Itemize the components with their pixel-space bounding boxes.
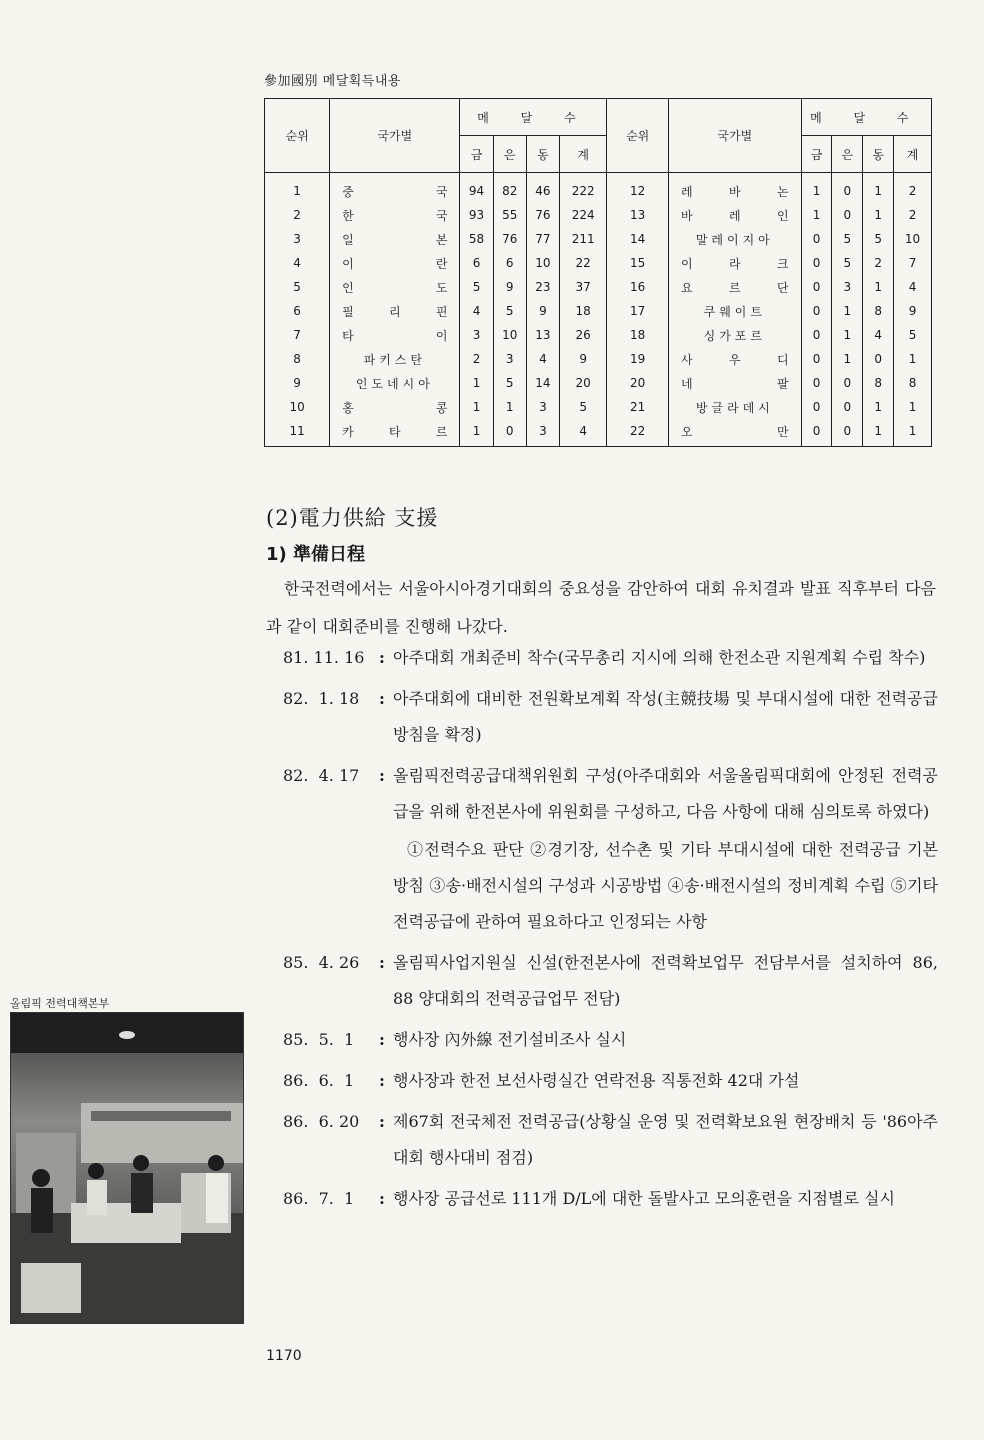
country-name-part: 말레이지아	[695, 232, 774, 247]
rank-cell: 3	[265, 227, 330, 251]
bronze-cell: 23	[526, 275, 559, 299]
schedule-entry	[283, 1104, 938, 1176]
bronze-cell: 1	[863, 275, 894, 299]
gold-cell: 0	[801, 395, 832, 419]
rank-cell: 22	[607, 419, 669, 447]
colon-separator: :	[379, 1071, 385, 1090]
schedule-entry	[283, 1022, 938, 1058]
country-name-part: 국	[435, 184, 448, 199]
table-caption: 參加國別 메달획득내용	[264, 74, 401, 89]
country-cell	[668, 323, 801, 347]
rank-cell: 19	[607, 347, 669, 371]
schedule-text-wrapper	[393, 640, 938, 676]
schedule-list	[283, 640, 938, 1222]
country-name-part: 만	[777, 424, 789, 439]
total-cell: 8	[894, 371, 932, 395]
country-name-part: 타	[342, 328, 354, 343]
country-name-part: 본	[435, 232, 448, 247]
silver-cell: 1	[832, 323, 863, 347]
country-name-part: 중	[342, 184, 354, 199]
total-cell: 222	[559, 173, 606, 204]
header-medals-left: 메 달 수	[460, 99, 607, 136]
rank-cell: 20	[607, 371, 669, 395]
country-cell	[330, 419, 460, 447]
bronze-cell: 1	[863, 419, 894, 447]
silver-cell: 0	[832, 419, 863, 447]
country-name-part: 사	[680, 352, 693, 367]
silver-cell: 9	[493, 275, 526, 299]
country-name-part: 디	[777, 352, 789, 367]
rank-cell: 10	[265, 395, 330, 419]
total-cell: 4	[559, 419, 606, 447]
silver-cell: 1	[493, 395, 526, 419]
silver-cell: 10	[493, 323, 526, 347]
header-bronze: 동	[863, 136, 894, 173]
gold-cell: 0	[801, 371, 832, 395]
header-country-right: 국가별	[668, 99, 801, 173]
header-silver: 은	[832, 136, 863, 173]
country-name-part: 요	[680, 280, 693, 295]
country-name-part: 란	[435, 256, 448, 271]
schedule-text: 행사장과 한전 보선사령실간 연락전용 직통전화 42대 가설	[393, 1071, 800, 1090]
country-cell	[330, 299, 460, 323]
colon-separator: :	[379, 648, 385, 667]
country-name-part: 르	[729, 280, 741, 295]
gold-cell: 0	[801, 323, 832, 347]
country-name-part: 국	[435, 208, 448, 223]
gold-cell: 0	[801, 251, 832, 275]
schedule-text-wrapper	[393, 1022, 938, 1058]
country-cell	[330, 173, 460, 204]
country-name-part: 레	[729, 208, 741, 223]
schedule-text: 아주대회 개최준비 착수(국무총리 지시에 의해 한전소관 지원계획 수립 착수)	[393, 648, 926, 667]
total-cell: 26	[559, 323, 606, 347]
total-cell: 224	[559, 203, 606, 227]
header-medals-right: 메 달 수	[801, 99, 931, 136]
bronze-cell: 76	[526, 203, 559, 227]
rank-cell: 13	[607, 203, 669, 227]
country-cell	[668, 371, 801, 395]
country-name-part: 팔	[777, 376, 789, 391]
silver-cell: 0	[832, 395, 863, 419]
sub-title: 1) 準備日程	[266, 544, 366, 565]
schedule-text: 행사장 內外線 전기설비조사 실시	[393, 1030, 627, 1049]
gold-cell: 6	[460, 251, 493, 275]
schedule-entry	[283, 1181, 938, 1217]
country-cell	[330, 323, 460, 347]
office-photo-image	[11, 1013, 243, 1323]
total-cell: 37	[559, 275, 606, 299]
silver-cell: 1	[832, 299, 863, 323]
total-cell: 1	[894, 395, 932, 419]
table-row	[265, 299, 932, 323]
country-name-part: 인도네시아	[355, 376, 434, 391]
table-row	[265, 395, 932, 419]
header-country-left: 국가별	[330, 99, 460, 173]
country-name-part: 인	[342, 280, 354, 295]
schedule-date: 86. 6. 1	[283, 1071, 355, 1090]
colon-separator: :	[379, 1112, 385, 1131]
rank-cell: 11	[265, 419, 330, 447]
bronze-cell: 46	[526, 173, 559, 204]
table-row	[265, 203, 932, 227]
gold-cell: 1	[460, 371, 493, 395]
header-total: 계	[559, 136, 606, 173]
gold-cell: 1	[460, 395, 493, 419]
country-name-part: 한	[342, 208, 354, 223]
country-name-part: 일	[342, 232, 354, 247]
schedule-text: 행사장 공급선로 111개 D/L에 대한 돌발사고 모의훈련을 지점별로 실시	[393, 1189, 895, 1208]
country-cell	[668, 347, 801, 371]
colon-separator: :	[379, 1189, 385, 1208]
medal-table-body	[265, 173, 932, 447]
country-cell	[330, 227, 460, 251]
schedule-text-wrapper	[393, 1104, 938, 1176]
gold-cell: 0	[801, 419, 832, 447]
country-name-part: 이	[680, 256, 693, 271]
rank-cell: 9	[265, 371, 330, 395]
country-cell	[330, 203, 460, 227]
gold-cell: 1	[801, 203, 832, 227]
bronze-cell: 8	[863, 299, 894, 323]
section-title: (2)電力供給 支援	[266, 506, 439, 530]
silver-cell: 0	[832, 203, 863, 227]
rank-cell: 18	[607, 323, 669, 347]
country-cell	[668, 275, 801, 299]
country-name-part: 카	[342, 424, 354, 439]
rank-cell: 15	[607, 251, 669, 275]
gold-cell: 94	[460, 173, 493, 204]
country-name-part: 크	[777, 256, 789, 271]
bronze-cell: 4	[863, 323, 894, 347]
total-cell: 211	[559, 227, 606, 251]
schedule-entry	[283, 640, 938, 676]
rank-cell: 21	[607, 395, 669, 419]
country-name-part: 방글라데시	[695, 400, 774, 415]
silver-cell: 5	[493, 371, 526, 395]
country-name-part: 네	[680, 376, 693, 391]
total-cell: 7	[894, 251, 932, 275]
country-cell	[668, 203, 801, 227]
rank-cell: 16	[607, 275, 669, 299]
country-name-part: 콩	[435, 400, 448, 415]
gold-cell: 58	[460, 227, 493, 251]
silver-cell: 5	[493, 299, 526, 323]
country-name-part: 파키스탄	[363, 352, 426, 367]
total-cell: 20	[559, 371, 606, 395]
gold-cell: 4	[460, 299, 493, 323]
country-name-part: 라	[729, 256, 741, 271]
schedule-text-wrapper	[393, 758, 938, 940]
country-name-part: 논	[777, 184, 789, 199]
bronze-cell: 4	[526, 347, 559, 371]
country-name-part: 바	[680, 208, 693, 223]
medal-table	[264, 98, 932, 447]
country-name-part: 오	[680, 424, 693, 439]
rank-cell: 7	[265, 323, 330, 347]
silver-cell: 76	[493, 227, 526, 251]
country-name-part: 쿠웨이트	[703, 304, 766, 319]
silver-cell: 0	[493, 419, 526, 447]
country-name-part: 도	[435, 280, 448, 295]
silver-cell: 0	[832, 371, 863, 395]
rank-cell: 2	[265, 203, 330, 227]
schedule-entry	[283, 945, 938, 1017]
country-name-part: 이	[342, 256, 354, 271]
country-cell	[330, 275, 460, 299]
total-cell: 5	[559, 395, 606, 419]
total-cell: 22	[559, 251, 606, 275]
rank-cell: 6	[265, 299, 330, 323]
country-cell	[330, 371, 460, 395]
rank-cell: 14	[607, 227, 669, 251]
rank-cell: 1	[265, 173, 330, 204]
gold-cell: 0	[801, 299, 832, 323]
silver-cell: 1	[832, 347, 863, 371]
photo-caption: 올림픽 전력대책본부	[10, 997, 110, 1010]
table-row	[265, 173, 932, 204]
schedule-text: 제67회 전국체전 전력공급(상황실 운영 및 전력확보요원 현장배치 등 '86아주대회 행사대비 점검)	[393, 1112, 938, 1167]
silver-cell: 82	[493, 173, 526, 204]
bronze-cell: 1	[863, 395, 894, 419]
table-row	[265, 251, 932, 275]
total-cell: 2	[894, 173, 932, 204]
total-cell: 2	[894, 203, 932, 227]
country-cell	[668, 173, 801, 204]
office-photo	[10, 1012, 244, 1324]
schedule-subitems: ①전력수요 판단 ②경기장, 선수촌 및 기타 부대시설에 대한 전력공급 기본방침 ③송·배전시설의 구성과 시공방법 ④송·배전시설의 정비계획 수립 ⑤기타 전력공급에 관하여 필요하다고 인정되는 사항	[393, 840, 938, 931]
gold-cell: 93	[460, 203, 493, 227]
bronze-cell: 13	[526, 323, 559, 347]
header-rank-left: 순위	[265, 99, 330, 173]
colon-separator: :	[379, 953, 385, 972]
schedule-text-wrapper	[393, 1063, 938, 1099]
schedule-text-wrapper	[393, 1181, 938, 1217]
country-name-part: 우	[729, 352, 741, 367]
schedule-entry	[283, 1063, 938, 1099]
total-cell: 18	[559, 299, 606, 323]
country-name-part: 리	[389, 304, 401, 319]
colon-separator: :	[379, 1030, 385, 1049]
bronze-cell: 8	[863, 371, 894, 395]
bronze-cell: 2	[863, 251, 894, 275]
silver-cell: 5	[832, 251, 863, 275]
table-row	[265, 419, 932, 447]
bronze-cell: 3	[526, 419, 559, 447]
rank-cell: 5	[265, 275, 330, 299]
total-cell: 4	[894, 275, 932, 299]
country-cell	[668, 299, 801, 323]
gold-cell: 2	[460, 347, 493, 371]
schedule-date: 81. 11. 16	[283, 648, 365, 667]
gold-cell: 1	[460, 419, 493, 447]
schedule-text-wrapper	[393, 681, 938, 753]
country-cell	[330, 347, 460, 371]
header-bronze: 동	[526, 136, 559, 173]
bronze-cell: 9	[526, 299, 559, 323]
country-cell	[668, 227, 801, 251]
total-cell: 5	[894, 323, 932, 347]
bronze-cell: 1	[863, 203, 894, 227]
header-silver: 은	[493, 136, 526, 173]
country-name-part: 핀	[435, 304, 448, 319]
country-name-part: 르	[435, 424, 448, 439]
country-cell	[668, 395, 801, 419]
silver-cell: 6	[493, 251, 526, 275]
gold-cell: 3	[460, 323, 493, 347]
gold-cell: 0	[801, 347, 832, 371]
gold-cell: 0	[801, 227, 832, 251]
rank-cell: 17	[607, 299, 669, 323]
schedule-entry	[283, 681, 938, 753]
silver-cell: 3	[493, 347, 526, 371]
page-number: 1170	[266, 1348, 302, 1364]
schedule-date: 86. 7. 1	[283, 1189, 355, 1208]
country-name-part: 단	[777, 280, 789, 295]
schedule-text: 아주대회에 대비한 전원확보계획 작성(主競技場 및 부대시설에 대한 전력공급방침을 확정)	[393, 689, 938, 744]
schedule-text-wrapper	[393, 945, 938, 1017]
country-name-part: 레	[680, 184, 693, 199]
schedule-date: 85. 5. 1	[283, 1030, 355, 1049]
total-cell: 9	[559, 347, 606, 371]
gold-cell: 1	[801, 173, 832, 204]
bronze-cell: 5	[863, 227, 894, 251]
total-cell: 9	[894, 299, 932, 323]
schedule-text: 올림픽전력공급대책위원회 구성(아주대회와 서울올림픽대회에 안정된 전력공급을 위해 한전본사에 위원회를 구성하고, 다음 사항에 대해 심의토록 하였다)	[393, 766, 938, 821]
silver-cell: 55	[493, 203, 526, 227]
intro-paragraph: 한국전력에서는 서울아시아경기대회의 중요성을 감안하여 대회 유치결과 발표 직후부터 다음과 같이 대회준비를 진행해 나갔다.	[266, 579, 936, 636]
table-row	[265, 323, 932, 347]
silver-cell: 0	[832, 173, 863, 204]
colon-separator: :	[379, 766, 385, 785]
country-cell	[668, 251, 801, 275]
header-rank-right: 순위	[607, 99, 669, 173]
header-gold: 금	[801, 136, 832, 173]
rank-cell: 4	[265, 251, 330, 275]
table-row	[265, 275, 932, 299]
gold-cell: 0	[801, 275, 832, 299]
schedule-date: 85. 4. 26	[283, 953, 360, 972]
schedule-date: 82. 4. 17	[283, 766, 360, 785]
country-name-part: 인	[777, 208, 789, 223]
country-cell	[330, 251, 460, 275]
table-row	[265, 347, 932, 371]
total-cell: 1	[894, 347, 932, 371]
schedule-date: 82. 1. 18	[283, 689, 360, 708]
country-cell	[330, 395, 460, 419]
country-name-part: 바	[729, 184, 741, 199]
country-name-part: 필	[342, 304, 354, 319]
bronze-cell: 10	[526, 251, 559, 275]
country-name-part: 타	[389, 424, 401, 439]
rank-cell: 12	[607, 173, 669, 204]
bronze-cell: 77	[526, 227, 559, 251]
silver-cell: 3	[832, 275, 863, 299]
country-name-part: 싱가포르	[703, 328, 766, 343]
colon-separator: :	[379, 689, 385, 708]
header-total: 계	[894, 136, 932, 173]
bronze-cell: 0	[863, 347, 894, 371]
bronze-cell: 1	[863, 173, 894, 204]
schedule-text: 올림픽사업지원실 신설(한전본사에 전력확보업무 전담부서를 설치하여 86, 88 양대회의 전력공급업무 전담)	[393, 953, 938, 1008]
silver-cell: 5	[832, 227, 863, 251]
table-row	[265, 371, 932, 395]
schedule-date: 86. 6. 20	[283, 1112, 360, 1131]
rank-cell: 8	[265, 347, 330, 371]
header-gold: 금	[460, 136, 493, 173]
total-cell: 10	[894, 227, 932, 251]
country-name-part: 이	[435, 328, 448, 343]
country-name-part: 홍	[342, 400, 354, 415]
table-row	[265, 227, 932, 251]
country-cell	[668, 419, 801, 447]
gold-cell: 5	[460, 275, 493, 299]
schedule-entry	[283, 758, 938, 940]
total-cell: 1	[894, 419, 932, 447]
bronze-cell: 14	[526, 371, 559, 395]
bronze-cell: 3	[526, 395, 559, 419]
